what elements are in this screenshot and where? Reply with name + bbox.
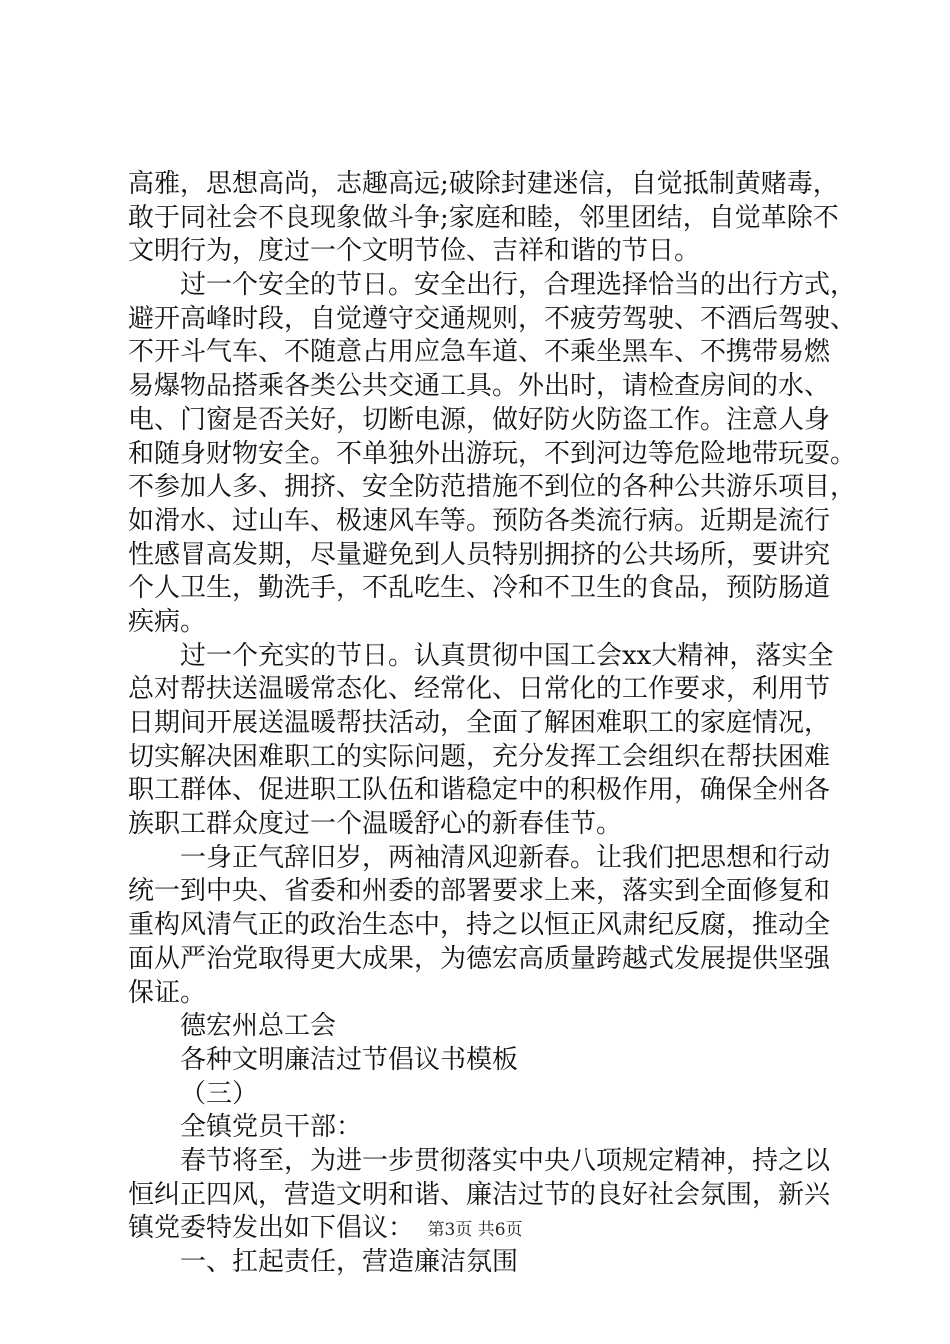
page-footer: 第3页 共6页 — [427, 1220, 523, 1240]
text-line: 一身正气辞旧岁，两袖清风迎新春。让我们把思想和行动 — [180, 842, 831, 873]
text-line: 过一个充实的节日。认真贯彻中国工会xx大精神，落实全 — [180, 640, 834, 671]
text-line: 德宏州总工会 — [180, 1011, 337, 1042]
text-line: 保证。 — [128, 977, 207, 1008]
text-line: 不参加人多、拥挤、安全防范措施不到位的各种公共游乐项目， — [128, 472, 857, 503]
text-line: 疾病。 — [128, 606, 207, 637]
text-line: 族职工群众度过一个温暖舒心的新春佳节。 — [128, 809, 623, 840]
text-line: 总对帮扶送温暖常态化、经常化、日常化的工作要求，利用节 — [128, 674, 831, 705]
text-line: 各种文明廉洁过节倡议书模板 — [180, 1044, 519, 1075]
text-line: 重构风清气正的政治生态中，持之以恒正风肃纪反腐，推动全 — [128, 910, 831, 941]
text-line: 如滑水、过山车、极速风车等。预防各类流行病。近期是流行 — [128, 505, 831, 536]
text-line: 一、扛起责任，营造廉洁氛围 — [180, 1247, 519, 1277]
text-line: 和随身财物安全。不单独外出游玩，不到河边等危险地带玩耍。 — [128, 438, 857, 469]
text-line: 高雅，思想高尚，志趣高远;破除封建迷信，自觉抵制黄赌毒， — [128, 169, 839, 199]
text-line: 统一到中央、省委和州委的部署要求上来，落实到全面修复和 — [128, 876, 831, 907]
text-line: 切实解决困难职工的实际问题，充分发挥工会组织在帮扶困难 — [128, 741, 831, 772]
text-line: 日期间开展送温暖帮扶活动，全面了解困难职工的家庭情况， — [128, 708, 831, 738]
text-line: 恒纠正四风，营造文明和谐、廉洁过节的良好社会氛围，新兴 — [128, 1179, 831, 1210]
text-line: 易爆物品搭乘各类公共交通工具。外出时，请检查房间的水、 — [128, 371, 831, 402]
text-line: 镇党委特发出如下倡议： — [128, 1213, 415, 1244]
text-line: 过一个安全的节日。安全出行，合理选择恰当的出行方式， — [180, 270, 857, 301]
text-line: （三） — [180, 1078, 259, 1109]
document-body — [128, 168, 857, 1280]
text-line: 电、门窗是否关好，切断电源，做好防火防盗工作。注意人身 — [128, 404, 831, 435]
text-line: 春节将至，为进一步贯彻落实中央八项规定精神，持之以 — [180, 1145, 831, 1176]
text-line: 文明行为，度过一个文明节俭、吉祥和谐的节日。 — [128, 236, 701, 267]
text-line: 不开斗气车、不随意占用应急车道、不乘坐黑车、不携带易燃 — [128, 337, 831, 368]
text-line: 全镇党员干部： — [180, 1112, 363, 1143]
text-line: 避开高峰时段，自觉遵守交通规则，不疲劳驾驶、不酒后驾驶、 — [128, 303, 857, 334]
text-line: 个人卫生，勤洗手，不乱吃生、冷和不卫生的食品，预防肠道 — [128, 573, 831, 604]
text-line: 职工群体、促进职工队伍和谐稳定中的积极作用，确保全州各 — [128, 775, 831, 806]
text-line: 面从严治党取得更大成果，为德宏高质量跨越式发展提供坚强 — [128, 943, 831, 974]
text-line: 性感冒高发期，尽量避免到人员特别拥挤的公共场所，要讲究 — [128, 539, 831, 570]
text-line: 敢于同社会不良现象做斗争;家庭和睦，邻里团结，自觉革除不 — [128, 202, 839, 233]
